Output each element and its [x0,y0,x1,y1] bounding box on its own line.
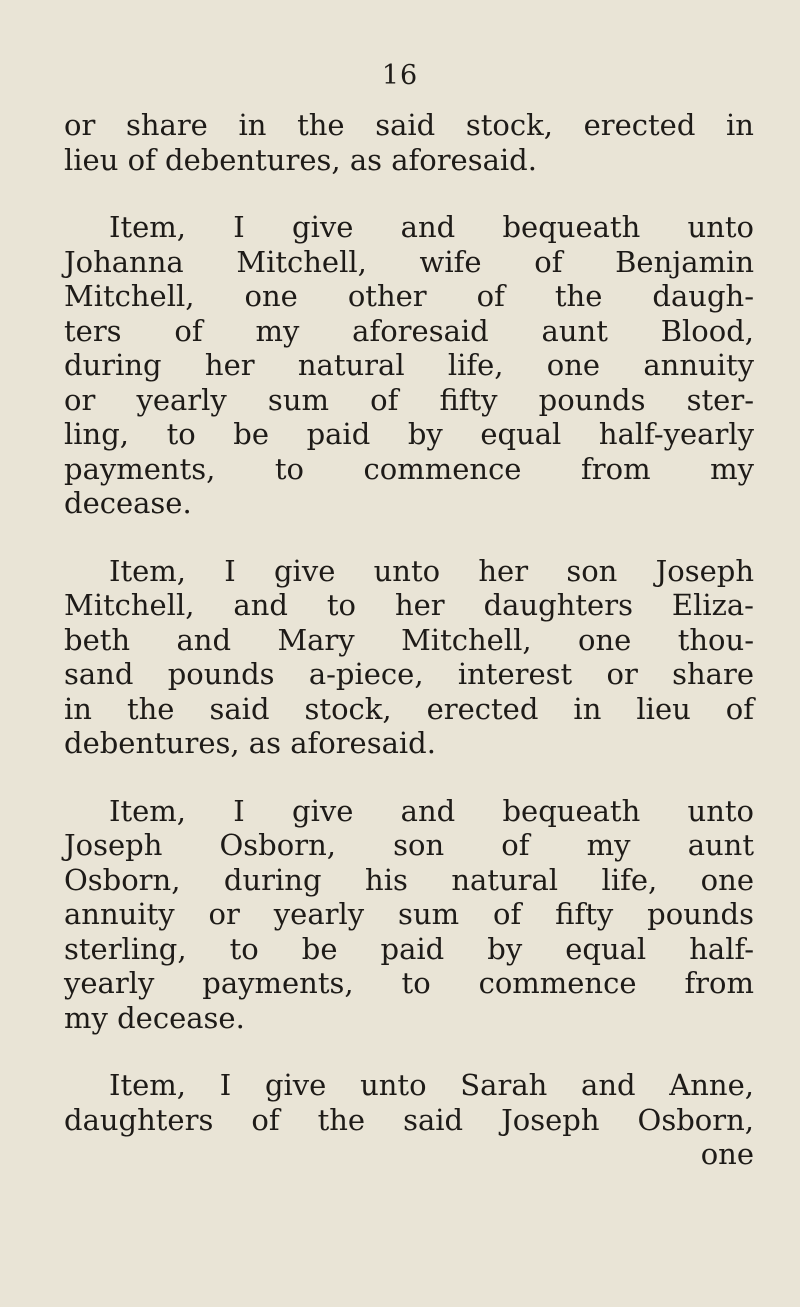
text-line: in the said stock, erected in lieu of [64,691,754,726]
text-line: Item, I give and bequeath unto [109,793,754,828]
text-line: Johanna Mitchell, wife of Benjamin [64,244,754,279]
paragraph [64,1068,754,1172]
paragraph [64,794,754,1036]
paragraph [64,108,754,177]
text-line: Item, I give unto her son Joseph [109,553,754,588]
text-line: Joseph Osborn, son of my aunt [64,828,754,862]
text-line: lieu of debentures, as aforesaid. [64,142,537,177]
text-line: or yearly sum of fifty pounds ster- [64,382,754,417]
text-line: Item, I give unto Sarah and Anne, [109,1068,754,1102]
text-line: sand pounds a-piece, interest or share [64,657,754,691]
text-line: ling, to be paid by equal half-yearly [64,417,754,451]
paragraph [64,554,754,761]
text-line: yearly payments, to commence from [64,966,754,1000]
text-line: annuity or yearly sum of fifty pounds [64,897,754,931]
text-line: Item, I give and bequeath unto [109,210,754,244]
text-line: sterling, to be paid by equal half- [64,931,754,966]
text-line: Mitchell, one other of the daugh- [64,279,754,313]
text-line: ters of my aforesaid aunt Blood, [64,313,754,348]
text-line: payments, to commence from my [64,451,754,486]
text-line: Mitchell, and to her daughters Eliza- [64,588,754,622]
paragraph [64,210,754,521]
text-line: beth and Mary Mitchell, one thou- [64,622,754,657]
body-text [64,108,754,1172]
text-line: my decease. [64,1000,245,1035]
catchword: one [700,1137,754,1171]
text-line: debentures, as aforesaid. [64,726,436,760]
text-line: during her natural life, one annuity [64,348,754,382]
text-line: decease. [64,486,192,520]
page-number: 16 [381,60,419,91]
text-line: daughters of the said Joseph Osborn, [64,1102,754,1137]
text-line: Osborn, during his natural life, one [64,862,754,897]
text-line: or share in the said stock, erected in [64,108,754,142]
